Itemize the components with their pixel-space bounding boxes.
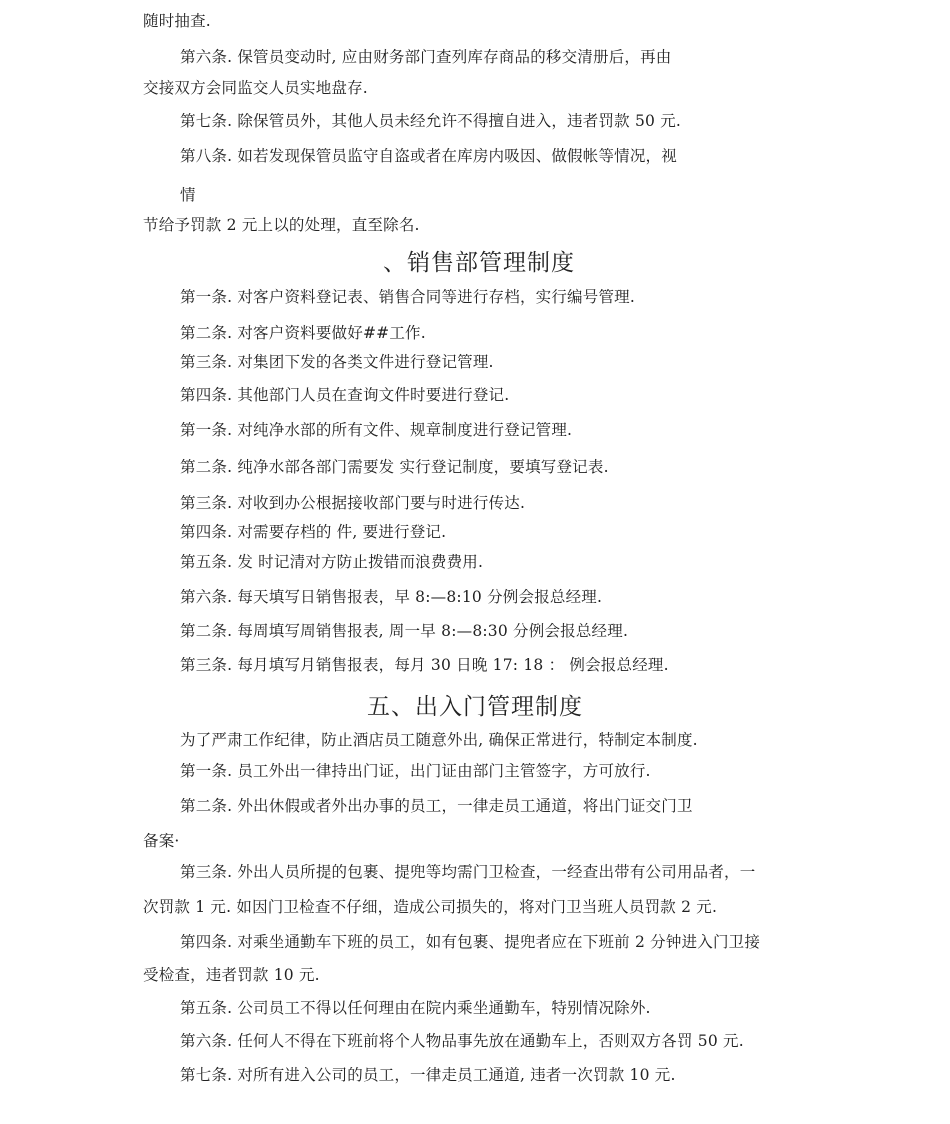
article-line: 第八条. 如若发现保管员监守自盗或者在库房内吸因、做假帐等情况，视: [180, 147, 677, 165]
article-line: 第二条. 每周填写周销售报表, 周一早 8:—8:30 分例会报总经理.: [180, 622, 629, 640]
article-line: 第三条. 每月填写月销售报表，每月 30 日晚 17: 18 ： 例会报总经理.: [180, 656, 669, 674]
section-heading-sales: 、销售部管理制度: [383, 250, 575, 276]
article-line: 第六条. 每天填写日销售报表，早 8:—8:10 分例会报总经理.: [180, 588, 603, 606]
article-line: 第一条. 对客户资料登记表、销售合同等进行存档，实行编号管理.: [180, 288, 635, 306]
text-line: 次罚款 1 元. 如因门卫检查不仔细，造成公司损失的，将对门卫当班人员罚款 2 元.: [143, 898, 718, 916]
section-heading-entry-exit: 五、出入门管理制度: [367, 694, 583, 720]
article-line: 第四条. 对需要存档的 件, 要进行登记.: [180, 523, 447, 541]
article-line: 第四条. 对乘坐通勤车下班的员工，如有包裹、提兜者应在下班前 2 分钟进入门卫接: [180, 933, 761, 951]
article-line: 第二条. 外出休假或者外出办事的员工，一律走员工通道，将出门证交门卫: [180, 797, 693, 815]
article-line: 第一条. 对纯净水部的所有文件、规章制度进行登记管理.: [180, 421, 573, 439]
article-line: 第三条. 外出人员所提的包裹、提兜等均需门卫检查，一经查出带有公司用品者，一: [180, 863, 756, 881]
text-line: 随时抽查.: [143, 12, 211, 30]
article-line: 第七条. 对所有进入公司的员工，一律走员工通道, 违者一次罚款 10 元.: [180, 1066, 676, 1084]
article-line: 第二条. 纯净水部各部门需要发 实行登记制度，要填写登记表.: [180, 458, 609, 476]
text-line: 为了严肃工作纪律，防止酒店员工随意外出, 确保正常进行，特制定本制度.: [180, 731, 698, 749]
article-line: 第三条. 对集团下发的各类文件进行登记管理.: [180, 353, 494, 371]
article-line: 第二条. 对客户资料要做好##工作.: [180, 324, 426, 342]
article-line: 第五条. 发 时记清对方防止拨错而浪费费用.: [180, 553, 484, 571]
article-line: 第六条. 保管员变动时, 应由财务部门查列库存商品的移交清册后，再由: [180, 48, 672, 66]
article-line: 第六条. 任何人不得在下班前将个人物品事先放在通勤车上，否则双方各罚 50 元.: [180, 1032, 744, 1050]
article-line: 第五条. 公司员工不得以任何理由在院内乘坐通勤车，特别情况除外.: [180, 999, 651, 1017]
article-line: 第四条. 其他部门人员在查询文件时要进行登记.: [180, 386, 510, 404]
text-line: 情: [180, 186, 196, 204]
article-line: 第七条. 除保管员外，其他人员未经允许不得擅自进入，违者罚款 50 元.: [180, 112, 682, 130]
text-line: 备案·: [143, 832, 180, 850]
article-line: 第一条. 员工外出一律持出门证，出门证由部门主管签字，方可放行.: [180, 762, 651, 780]
article-line: 第三条. 对收到办公根据接收部门要与时进行传达.: [180, 494, 526, 512]
text-line: 受检查，违者罚款 10 元.: [143, 966, 320, 984]
text-line: 节给予罚款 2 元上以的处理，直至除名.: [143, 216, 420, 234]
text-line: 交接双方会同监交人员实地盘存.: [143, 79, 368, 97]
